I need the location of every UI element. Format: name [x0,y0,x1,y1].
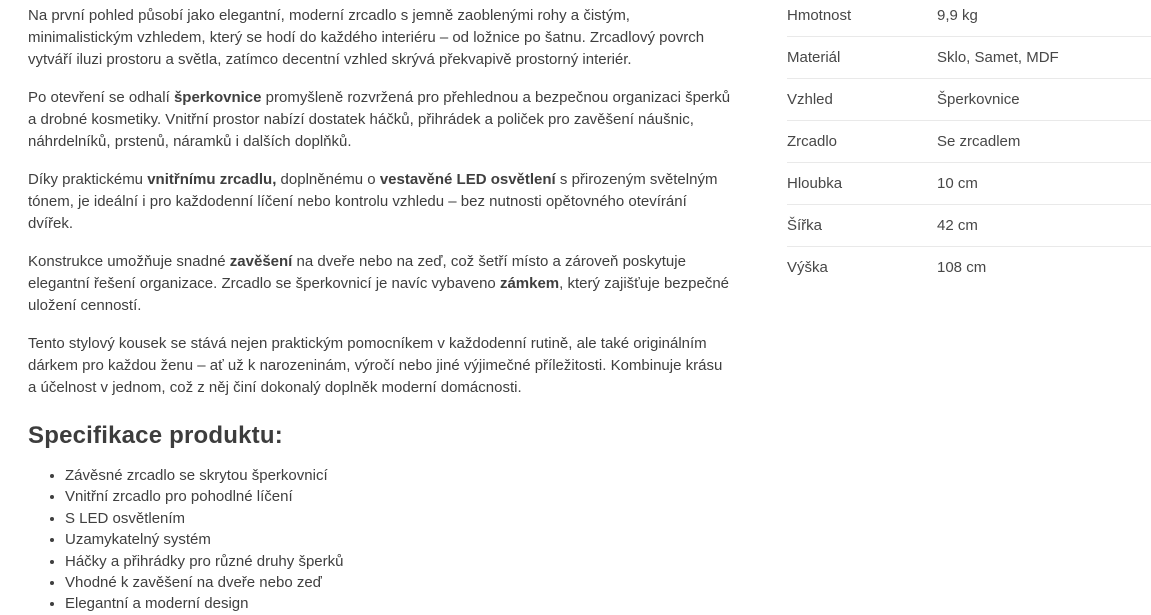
description-paragraph: Díky praktickému vnitřnímu zrcadlu, doplněnému o vestavěné LED osvětlení s přirozeným světelným tónem, je ideální i pro každodenní líčení nebo kontrolu vzhledu – bez nutnosti opětovného otevírání dvířek. [28,171,718,232]
spec-value: 108 cm [937,259,987,276]
spec-label: Vzhled [787,91,833,108]
spec-row [787,37,1151,79]
spec-label: Hloubka [787,175,843,192]
spec-label: Výška [787,259,828,276]
description-paragraph: Na první pohled působí jako elegantní, moderní zrcadlo s jemně zaoblenými rohy a čistým, minimalistickým vzhledem, který se hodí do každého interiéru – od ložnice po šatnu. Zrcadlový povrch vytváří iluzi prostoru a světla, zatímco decentní vzhled skrývá překvapivě prostorný interiér. [28,7,705,68]
spec-value: Se zrcadlem [937,133,1021,150]
spec-value: 10 cm [937,175,978,192]
description-paragraph: Konstrukce umožňuje snadné zavěšení na dveře nebo na zeď, což šetří místo a zároveň poskytuje elegantní řešení organizace. Zrcadlo se šperkovnicí je navíc vybaveno zámkem, který zajišťuje bezpečné uložení cenností. [28,253,730,314]
spec-label: Zrcadlo [787,133,838,150]
spec-value: 9,9 kg [937,7,978,24]
description-paragraph: Tento stylový kousek se stává nejen praktickým pomocníkem v každodenní rutině, ale také originálním dárkem pro každou ženu – ať už k narozeninám, výročí nebo jiné výjimečné příležitosti. Kombinuje krásu a účelnost v jednom, což z něj činí dokonalý doplněk moderní domácnosti. [28,335,723,396]
feature-list [28,465,734,615]
spec-row [787,163,1151,205]
spec-row [787,0,1151,37]
product-description [28,5,734,615]
feature-item: • Vhodné k zavěšení na dveře nebo zeď [65,572,734,593]
spec-row [787,79,1151,121]
spec-label: Šířka [787,217,823,234]
feature-item: • Uzamykatelný systém [65,529,734,550]
feature-item: • Elegantní a moderní design [65,593,734,614]
specs-heading: Specifikace produktu: [28,422,283,449]
feature-item: • Vnitřní zrcadlo pro pohodlné líčení [65,486,734,507]
description-paragraph: Po otevření se odhalí šperkovnice promyšleně rozvržená pro přehlednou a bezpečnou organizaci šperků a drobné kosmetiky. Vnitřní prostor nabízí dostatek háčků, přihrádek a poliček pro zavěšení náušnic, náhrdelníků, prstenů, náramků i dalších doplňků. [28,89,731,150]
spec-row [787,247,1151,288]
spec-value: Šperkovnice [937,91,1020,108]
spec-row [787,205,1151,247]
spec-value: 42 cm [937,217,978,234]
spec-label: Hmotnost [787,7,852,24]
spec-row [787,121,1151,163]
spec-label: Materiál [787,49,841,66]
feature-item: • Závěsné zrcadlo se skrytou šperkovnicí [65,465,734,486]
spec-value: Sklo, Samet, MDF [937,49,1059,66]
feature-item: • Háčky a přihrádky pro různé druhy šperků [65,551,734,572]
spec-table [787,0,1151,288]
feature-item: • S LED osvětlením [65,508,734,529]
